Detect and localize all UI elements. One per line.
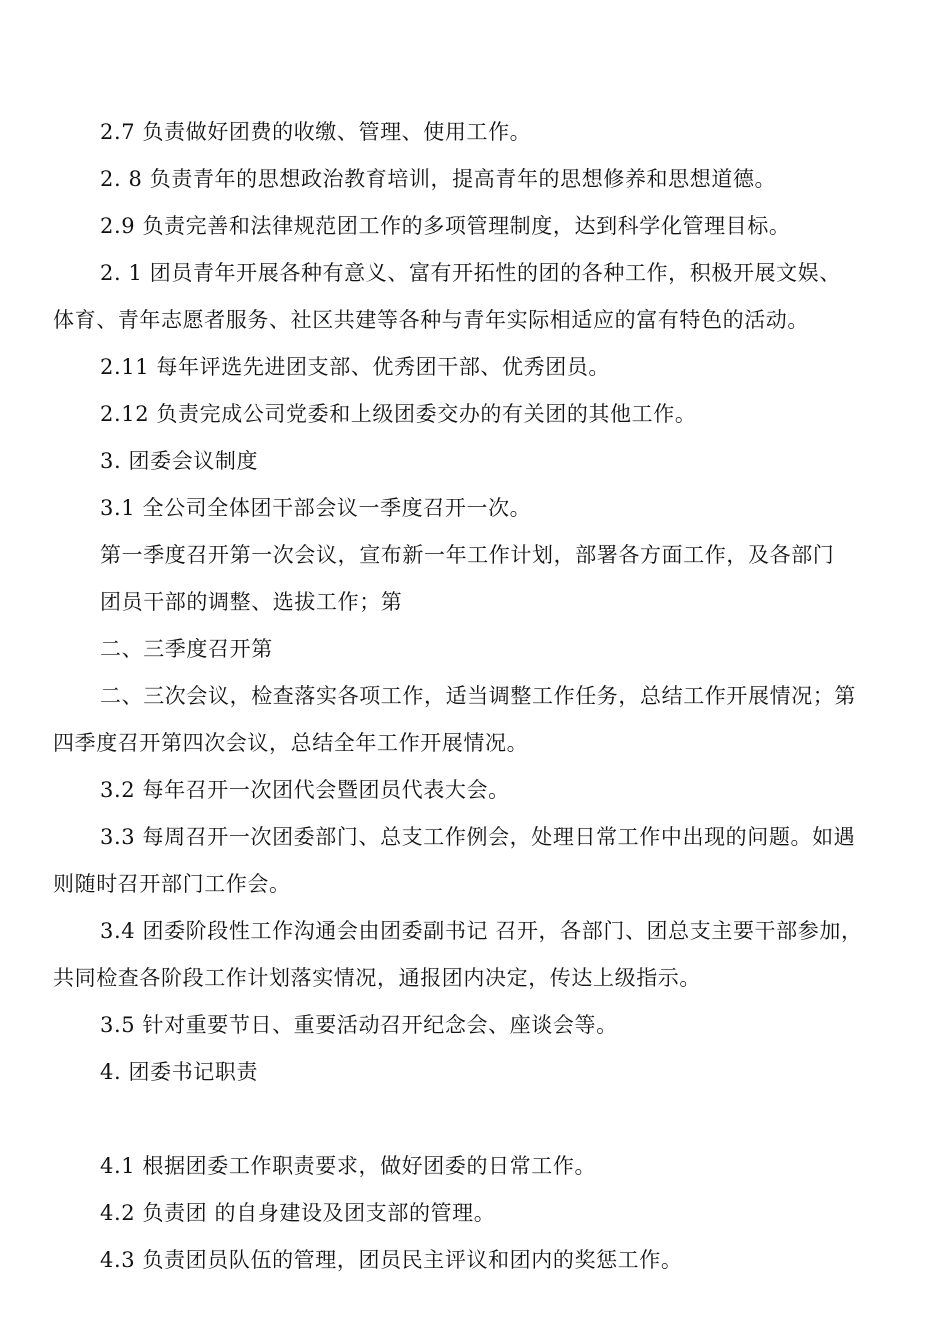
section-heading: 3. 团委会议制度 [100, 449, 259, 473]
text-line: 2.9 负责完善和法律规范团工作的多项管理制度，达到科学化管理目标。 [100, 214, 791, 238]
text-line: 团员干部的调整、选拔工作；第 [100, 590, 403, 614]
text-line: 2.11 每年评选先进团支部、优秀团干部、优秀团员。 [100, 355, 611, 379]
text-line: 3.4 团委阶段性工作沟通会由团委副书记 召开，各部门、团总支主要干部参加， [100, 919, 863, 943]
text-line: 共同检查各阶段工作计划落实情况，通报团内决定，传达上级指示。 [53, 966, 701, 990]
text-line: 3.1 全公司全体团干部会议一季度召开一次。 [100, 496, 532, 520]
text-line: 3.2 每年召开一次团代会暨团员代表大会。 [100, 778, 510, 802]
text-line: 第一季度召开第一次会议，宣布新一年工作计划，部署各方面工作，及各部门 [100, 543, 835, 567]
section-heading: 4. 团委书记职责 [100, 1060, 259, 1084]
text-line: 3.5 针对重要节日、重要活动召开纪念会、座谈会等。 [100, 1013, 618, 1037]
text-line: 四季度召开第四次会议，总结全年工作开展情况。 [53, 731, 529, 755]
text-line: 2.12 负责完成公司党委和上级团委交办的有关团的其他工作。 [100, 402, 697, 426]
text-line: 2.7 负责做好团费的收缴、管理、使用工作。 [100, 120, 532, 144]
text-line: 4.2 负责团 的自身建设及团支部的管理。 [100, 1201, 496, 1225]
text-line: 4.3 负责团员队伍的管理，团员民主评议和团内的奖惩工作。 [100, 1248, 683, 1272]
text-line: 2. 8 负责青年的思想政治教育培训，提高青年的思想修养和思想道德。 [100, 167, 777, 191]
text-line: 2. 1 团员青年开展各种有意义、富有开拓性的团的各种工作，积极开展文娱、 [100, 261, 841, 285]
text-line: 二、三次会议，检查落实各项工作，适当调整工作任务，总结工作开展情况；第 [100, 684, 856, 708]
text-line: 则随时召开部门工作会。 [53, 872, 291, 896]
text-line: 3.3 每周召开一次团委部门、总支工作例会，处理日常工作中出现的问题。如遇 [100, 825, 856, 849]
text-line: 体育、青年志愿者服务、社区共建等各种与青年实际相适应的富有特色的活动。 [53, 308, 809, 332]
text-line: 4.1 根据团委工作职责要求，做好团委的日常工作。 [100, 1154, 597, 1178]
text-line: 二、三季度召开第 [100, 637, 273, 661]
